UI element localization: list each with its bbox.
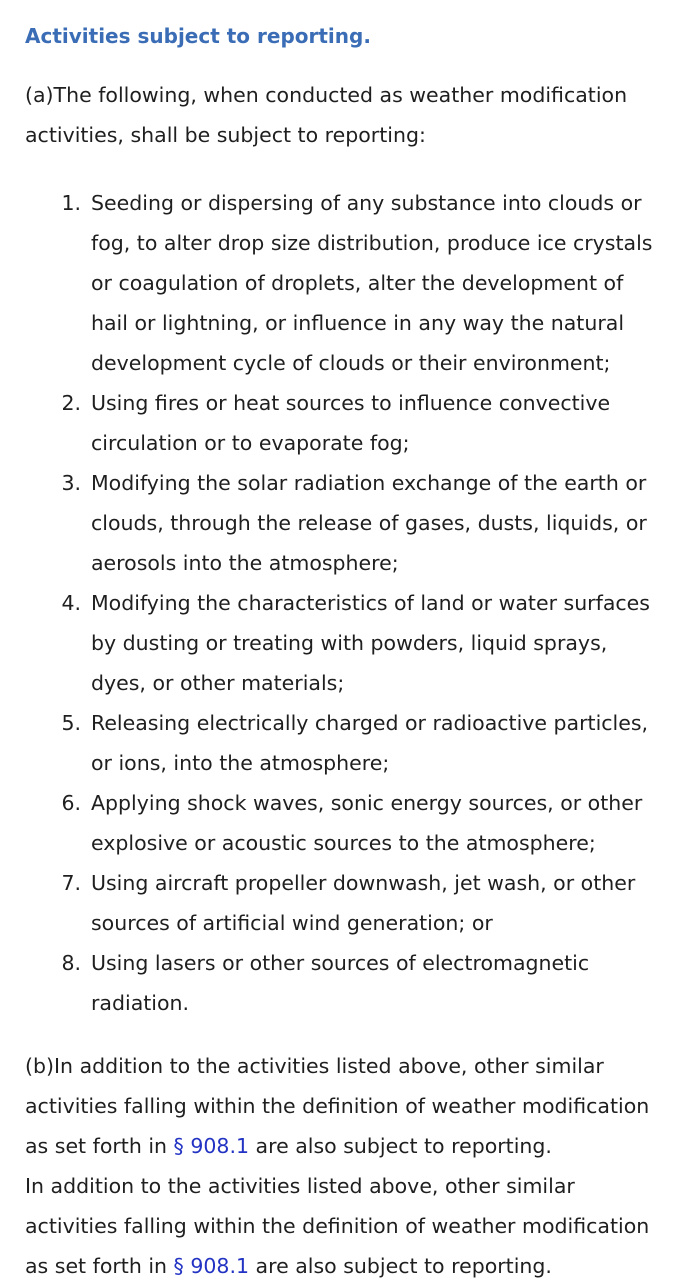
list-item: [25, 783, 662, 863]
list-item-number: 7.: [61, 871, 81, 895]
activities-list: [25, 183, 662, 1023]
section-908-1-link[interactable]: § 908.1: [173, 1254, 250, 1278]
paragraph-c-text-before: In addition to the activities listed above, other similar activities falling within the definition of weather modification as set forth in: [25, 1174, 650, 1278]
list-item-text: Seeding or dispersing of any substance into clouds or fog, to alter drop size distribution, produce ice crystals or coagulation of droplets, alter the development of hail or lightning, or influence in any way the natural development cycle of clouds or their environment;: [91, 191, 653, 375]
list-item-text: Using aircraft propeller downwash, jet wash, or other sources of artificial wind generation; or: [91, 871, 636, 935]
paragraph-b: [25, 1046, 662, 1166]
paragraph-a: (a)The following, when conducted as weather modification activities, shall be subject to reporting:: [25, 83, 628, 147]
list-item: [25, 943, 662, 1023]
list-item-text: Applying shock waves, sonic energy sources, or other explosive or acoustic sources to the atmosphere;: [91, 791, 643, 855]
list-item-text: Releasing electrically charged or radioactive particles, or ions, into the atmosphere;: [91, 711, 649, 775]
list-item-number: 3.: [61, 471, 81, 495]
list-item: [25, 463, 662, 583]
list-item-text: Modifying the characteristics of land or water surfaces by dusting or treating with powders, liquid sprays, dyes, or other materials;: [91, 591, 650, 695]
list-item-number: 6.: [61, 791, 81, 815]
list-item-text: Modifying the solar radiation exchange of the earth or clouds, through the release of gases, dusts, liquids, or aerosols into the atmosphere;: [91, 471, 647, 575]
paragraph-b-text-after: are also subject to reporting.: [249, 1134, 552, 1158]
paragraph-c-text-after: are also subject to reporting.: [249, 1254, 552, 1278]
section-908-1-link[interactable]: § 908.1: [173, 1134, 250, 1158]
list-item: [25, 583, 662, 703]
list-item: [25, 863, 662, 943]
list-item: [25, 183, 662, 383]
list-item-number: 5.: [61, 711, 81, 735]
list-item-number: 2.: [61, 391, 81, 415]
list-item-number: 8.: [61, 951, 81, 975]
section-heading: Activities subject to reporting.: [25, 24, 371, 48]
list-item: [25, 703, 662, 783]
list-item: [25, 383, 662, 463]
list-item-text: Using fires or heat sources to influence convective circulation or to evaporate fog;: [91, 391, 611, 455]
list-item-number: 1.: [61, 191, 81, 215]
list-item-text: Using lasers or other sources of electromagnetic radiation.: [91, 951, 590, 1015]
paragraph-b-text-before: (b)In addition to the activities listed above, other similar activities falling within the definition of weather modification as set forth in: [25, 1054, 650, 1158]
paragraph-c: [25, 1166, 662, 1286]
list-item-number: 4.: [61, 591, 81, 615]
